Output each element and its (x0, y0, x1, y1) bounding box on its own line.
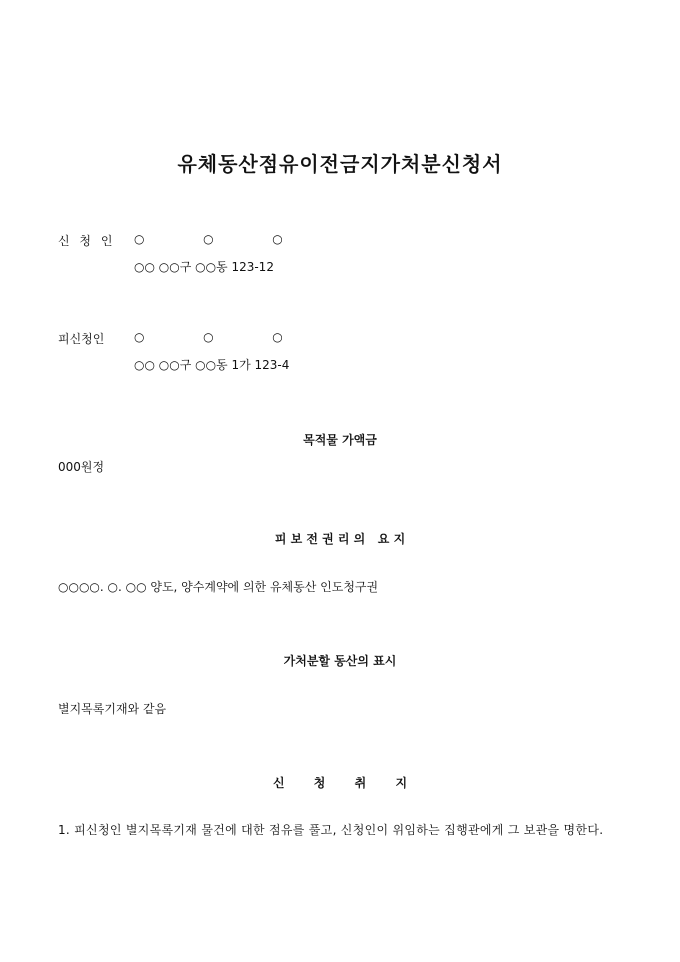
property-content: 별지목록기재와 같음 (58, 702, 167, 716)
applicant-label: 신 청 인 (58, 234, 116, 248)
respondent-name: ○ ○ ○ (134, 330, 284, 344)
purpose-item-1: 1. 피신청인 별지목록기재 물건에 대한 점유를 풀고, 신청인이 위임하는 집행관에게 그 보관을 명한다. (58, 823, 604, 837)
document-title: 유체동산점유이전금지가처분신청서 (177, 152, 503, 176)
preserved-right-content: ○○○○. ○. ○○ 양도, 양수계약에 의한 유체동산 인도청구권 (58, 580, 379, 594)
preserved-right-heading: 피 보 전 권 리 의 요 지 (274, 532, 406, 546)
target-value-content: 000원정 (58, 460, 105, 474)
target-value-heading: 목적물 가액금 (303, 433, 377, 447)
respondent-label: 피신청인 (58, 332, 105, 346)
applicant-address: ○○ ○○구 ○○동 123-12 (134, 260, 274, 274)
purpose-heading: 신 청 취 지 (272, 776, 408, 790)
respondent-address: ○○ ○○구 ○○동 1가 123-4 (134, 358, 290, 372)
property-heading: 가처분할 동산의 표시 (283, 654, 397, 668)
applicant-name: ○ ○ ○ (134, 232, 284, 246)
